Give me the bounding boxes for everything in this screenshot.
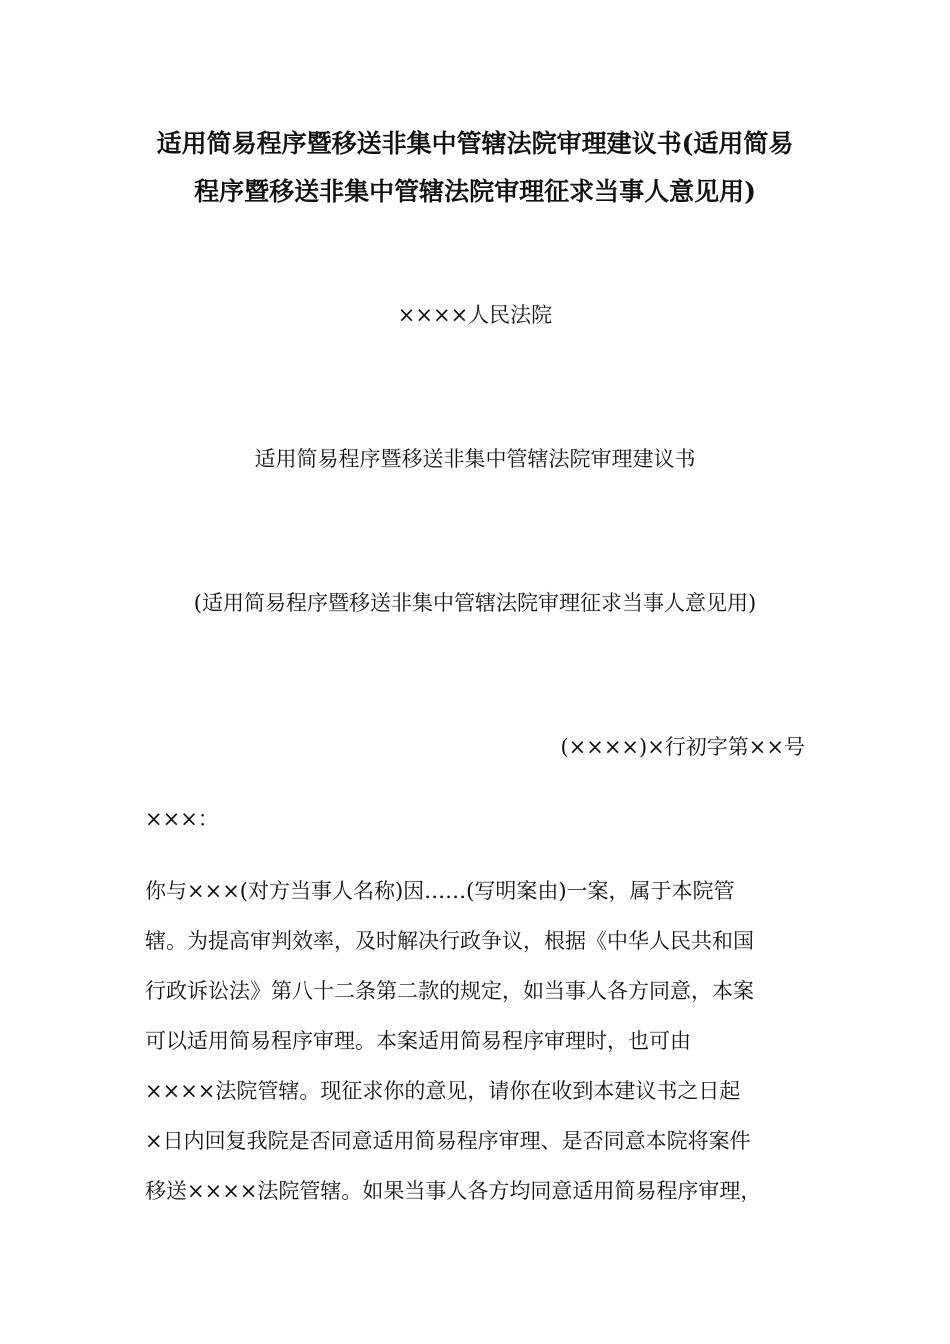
court-name: ××××人民法院 — [397, 303, 553, 327]
subtitle-note: (适用简易程序暨移送非集中管辖法院审理征求当事人意见用) — [193, 591, 757, 615]
body-line: 你与×××(对方当事人名称)因……(写明案由)一案，属于本院管 — [145, 879, 735, 903]
body-line: 辖。为提高审判效率，及时解决行政争议，根据《中华人民共和国 — [145, 929, 754, 953]
body-line: 行政诉讼法》第八十二条第二款的规定，如当事人各方同意，本案 — [145, 979, 754, 1003]
addressee: ×××： — [145, 807, 219, 831]
body-line: 可以适用简易程序审理。本案适用简易程序审理时，也可由 — [145, 1029, 691, 1053]
document-subtitle: 适用简易程序暨移送非集中管辖法院审理建议书 — [254, 447, 696, 471]
document-title-line-2: 程序暨移送非集中管辖法院审理征求当事人意见用) — [194, 177, 756, 206]
body-line: ××××法院管辖。现征求你的意见，请你在收到本建议书之日起 — [145, 1079, 741, 1103]
document-title-line-1: 适用简易程序暨移送非集中管辖法院审理建议书(适用简易 — [156, 129, 794, 158]
body-line: ×日内回复我院是否同意适用简易程序审理、是否同意本院将案件 — [145, 1129, 751, 1153]
body-line: 移送××××法院管辖。如果当事人各方均同意适用简易程序审理， — [145, 1179, 762, 1203]
case-number: (××××)×行初字第××号 — [560, 735, 805, 759]
body-paragraph — [145, 876, 810, 1226]
